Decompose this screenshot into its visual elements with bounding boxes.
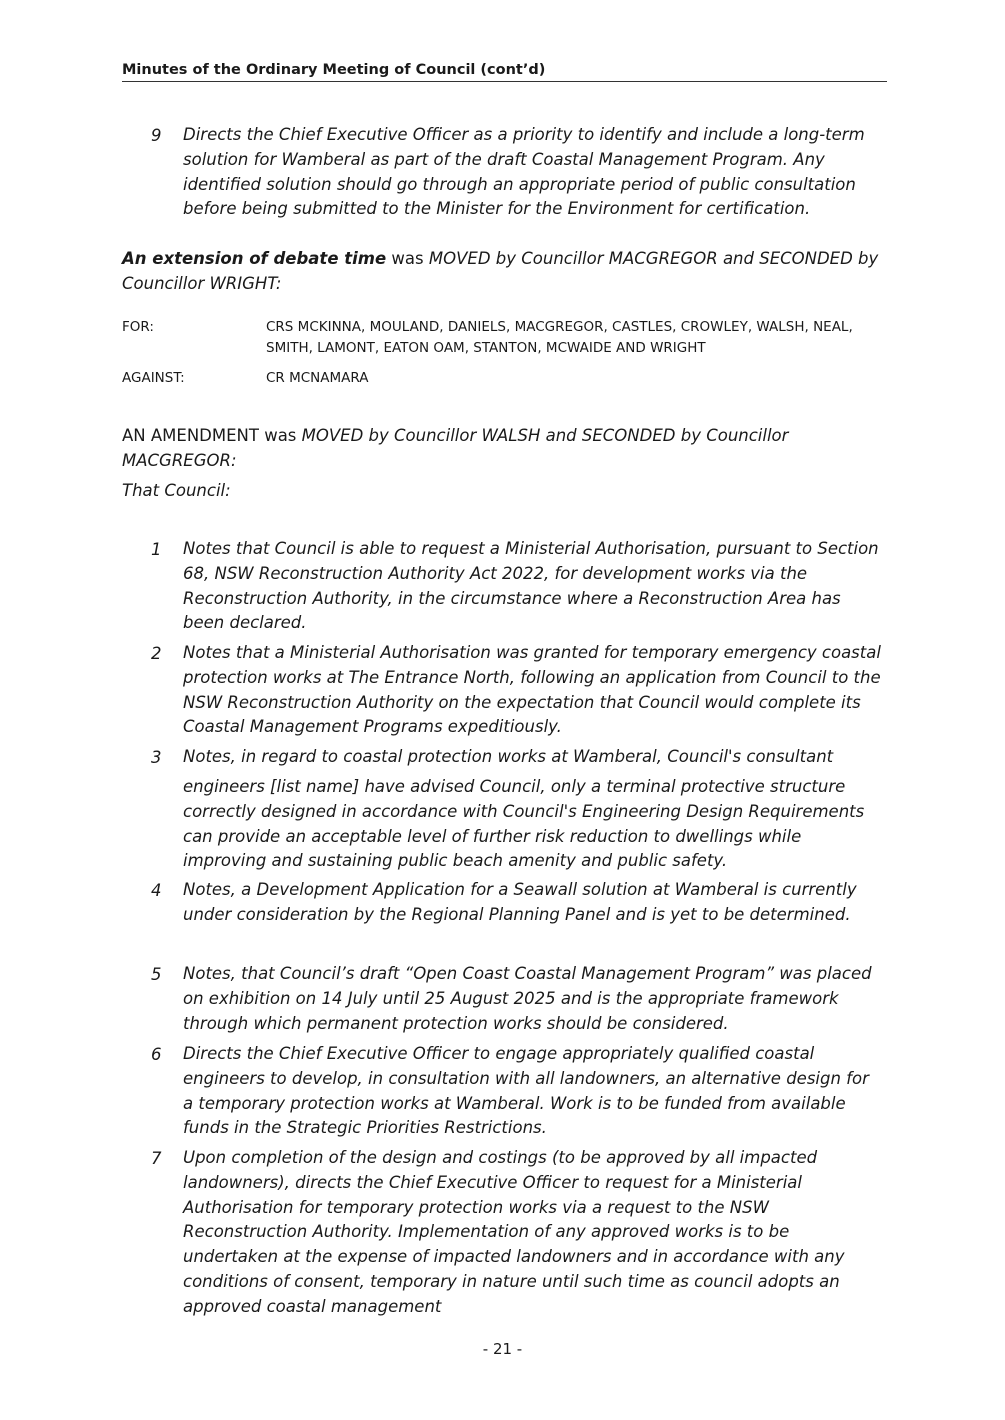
item-text: Directs the Chief Executive Officer as a priority to identify and include a long-term solution for Wamberal as part of the draft Coastal Management Program. Any identified solution should go through an appropriate period of public consultation before being submitted to the Minister for the Environment for certification. bbox=[183, 125, 865, 219]
page-header-title: Minutes of the Ordinary Meeting of Council (cont’d) bbox=[122, 62, 887, 82]
extension-was: was bbox=[386, 249, 429, 268]
vote-for-names: CRS MCKINNA, MOULAND, DANIELS, MACGREGOR, CASTLES, CROWLEY, WALSH, NEAL, SMITH, LAMONT, EATON OAM, STANTON, MCWAIDE AND WRIGHT bbox=[266, 319, 853, 356]
item-number: 5 bbox=[151, 965, 162, 984]
item-text: Notes, a Development Application for a Seawall solution at Wamberal is currently under consideration by the Regional Planning Panel and is yet to be determined. bbox=[183, 880, 857, 924]
item-text: Notes that a Ministerial Authorisation was granted for temporary emergency coastal protection works at The Entrance North, following an application from Council to the NSW Reconstruction Authority on the expectation that Council would complete its Coastal Management Programs expeditiously. bbox=[183, 643, 881, 737]
amendment-lead: AN AMENDMENT was bbox=[122, 426, 302, 445]
item-text: Directs the Chief Executive Officer to engage appropriately qualified coastal engineers to develop, in consultation with all landowners, an alternative design for a temporary protection works at Wamberal. Work is to be funded from available funds in the Strategic Priorities Restrictions. bbox=[183, 1044, 869, 1138]
item-text: Upon completion of the design and costings (to be approved by all impacted landowners), directs the Chief Executive Officer to request for a Ministerial Authorisation for temporary protection works via a request to the NSW Reconstruction Authority. Implementation of any approved works is to be undertaken at the expense of impacted landowners and in accordance with any conditions of consent, temporary in nature until such time as council adopts an approved coastal management bbox=[183, 1148, 845, 1316]
extension-motion bbox=[122, 247, 882, 297]
item-text-line1: Notes, in regard to coastal protection works at Wamberal, Council's consultant bbox=[183, 747, 834, 766]
item-number: 2 bbox=[151, 644, 162, 663]
page-number: - 21 - bbox=[482, 1340, 523, 1358]
item-text: engineers [list name] have advised Council, only a terminal protective structure correctly designed in accordance with Council's Engineering Design Requirements can provide an acceptable level of further risk reduction to dwellings while improving and sustaining public beach amenity and public safety. bbox=[183, 777, 865, 871]
that-council: That Council: bbox=[122, 481, 231, 500]
item-number: 6 bbox=[151, 1045, 162, 1064]
vote-against-names: CR MCNAMARA bbox=[266, 370, 369, 386]
vote-for-label: FOR: bbox=[122, 319, 154, 335]
item-number: 9 bbox=[151, 126, 162, 145]
item-number: 7 bbox=[151, 1149, 162, 1168]
amendment-rest: MOVED by Councillor WALSH and SECONDED by Councillor MACGREGOR: bbox=[122, 426, 789, 470]
amendment-motion bbox=[122, 424, 882, 474]
extension-lead: An extension of debate time bbox=[122, 249, 387, 268]
extension-rest: MOVED by Councillor MACGREGOR and SECONDED by Councillor WRIGHT: bbox=[122, 249, 879, 293]
item-number: 1 bbox=[151, 540, 162, 559]
item-text: Notes that Council is able to request a Ministerial Authorisation, pursuant to Section 68, NSW Reconstruction Authority Act 2022, for development works via the Reconstruction Authority, in the circumstance where a Reconstruction Area has been declared. bbox=[183, 539, 879, 633]
item-number: 4 bbox=[151, 881, 162, 900]
vote-against-label: AGAINST: bbox=[122, 370, 185, 386]
item-number: 3 bbox=[151, 748, 162, 767]
item-text: Notes, that Council’s draft “Open Coast Coastal Management Program” was placed on exhibition on 14 July until 25 August 2025 and is the appropriate framework through which permanent protection works should be considered. bbox=[183, 964, 872, 1033]
